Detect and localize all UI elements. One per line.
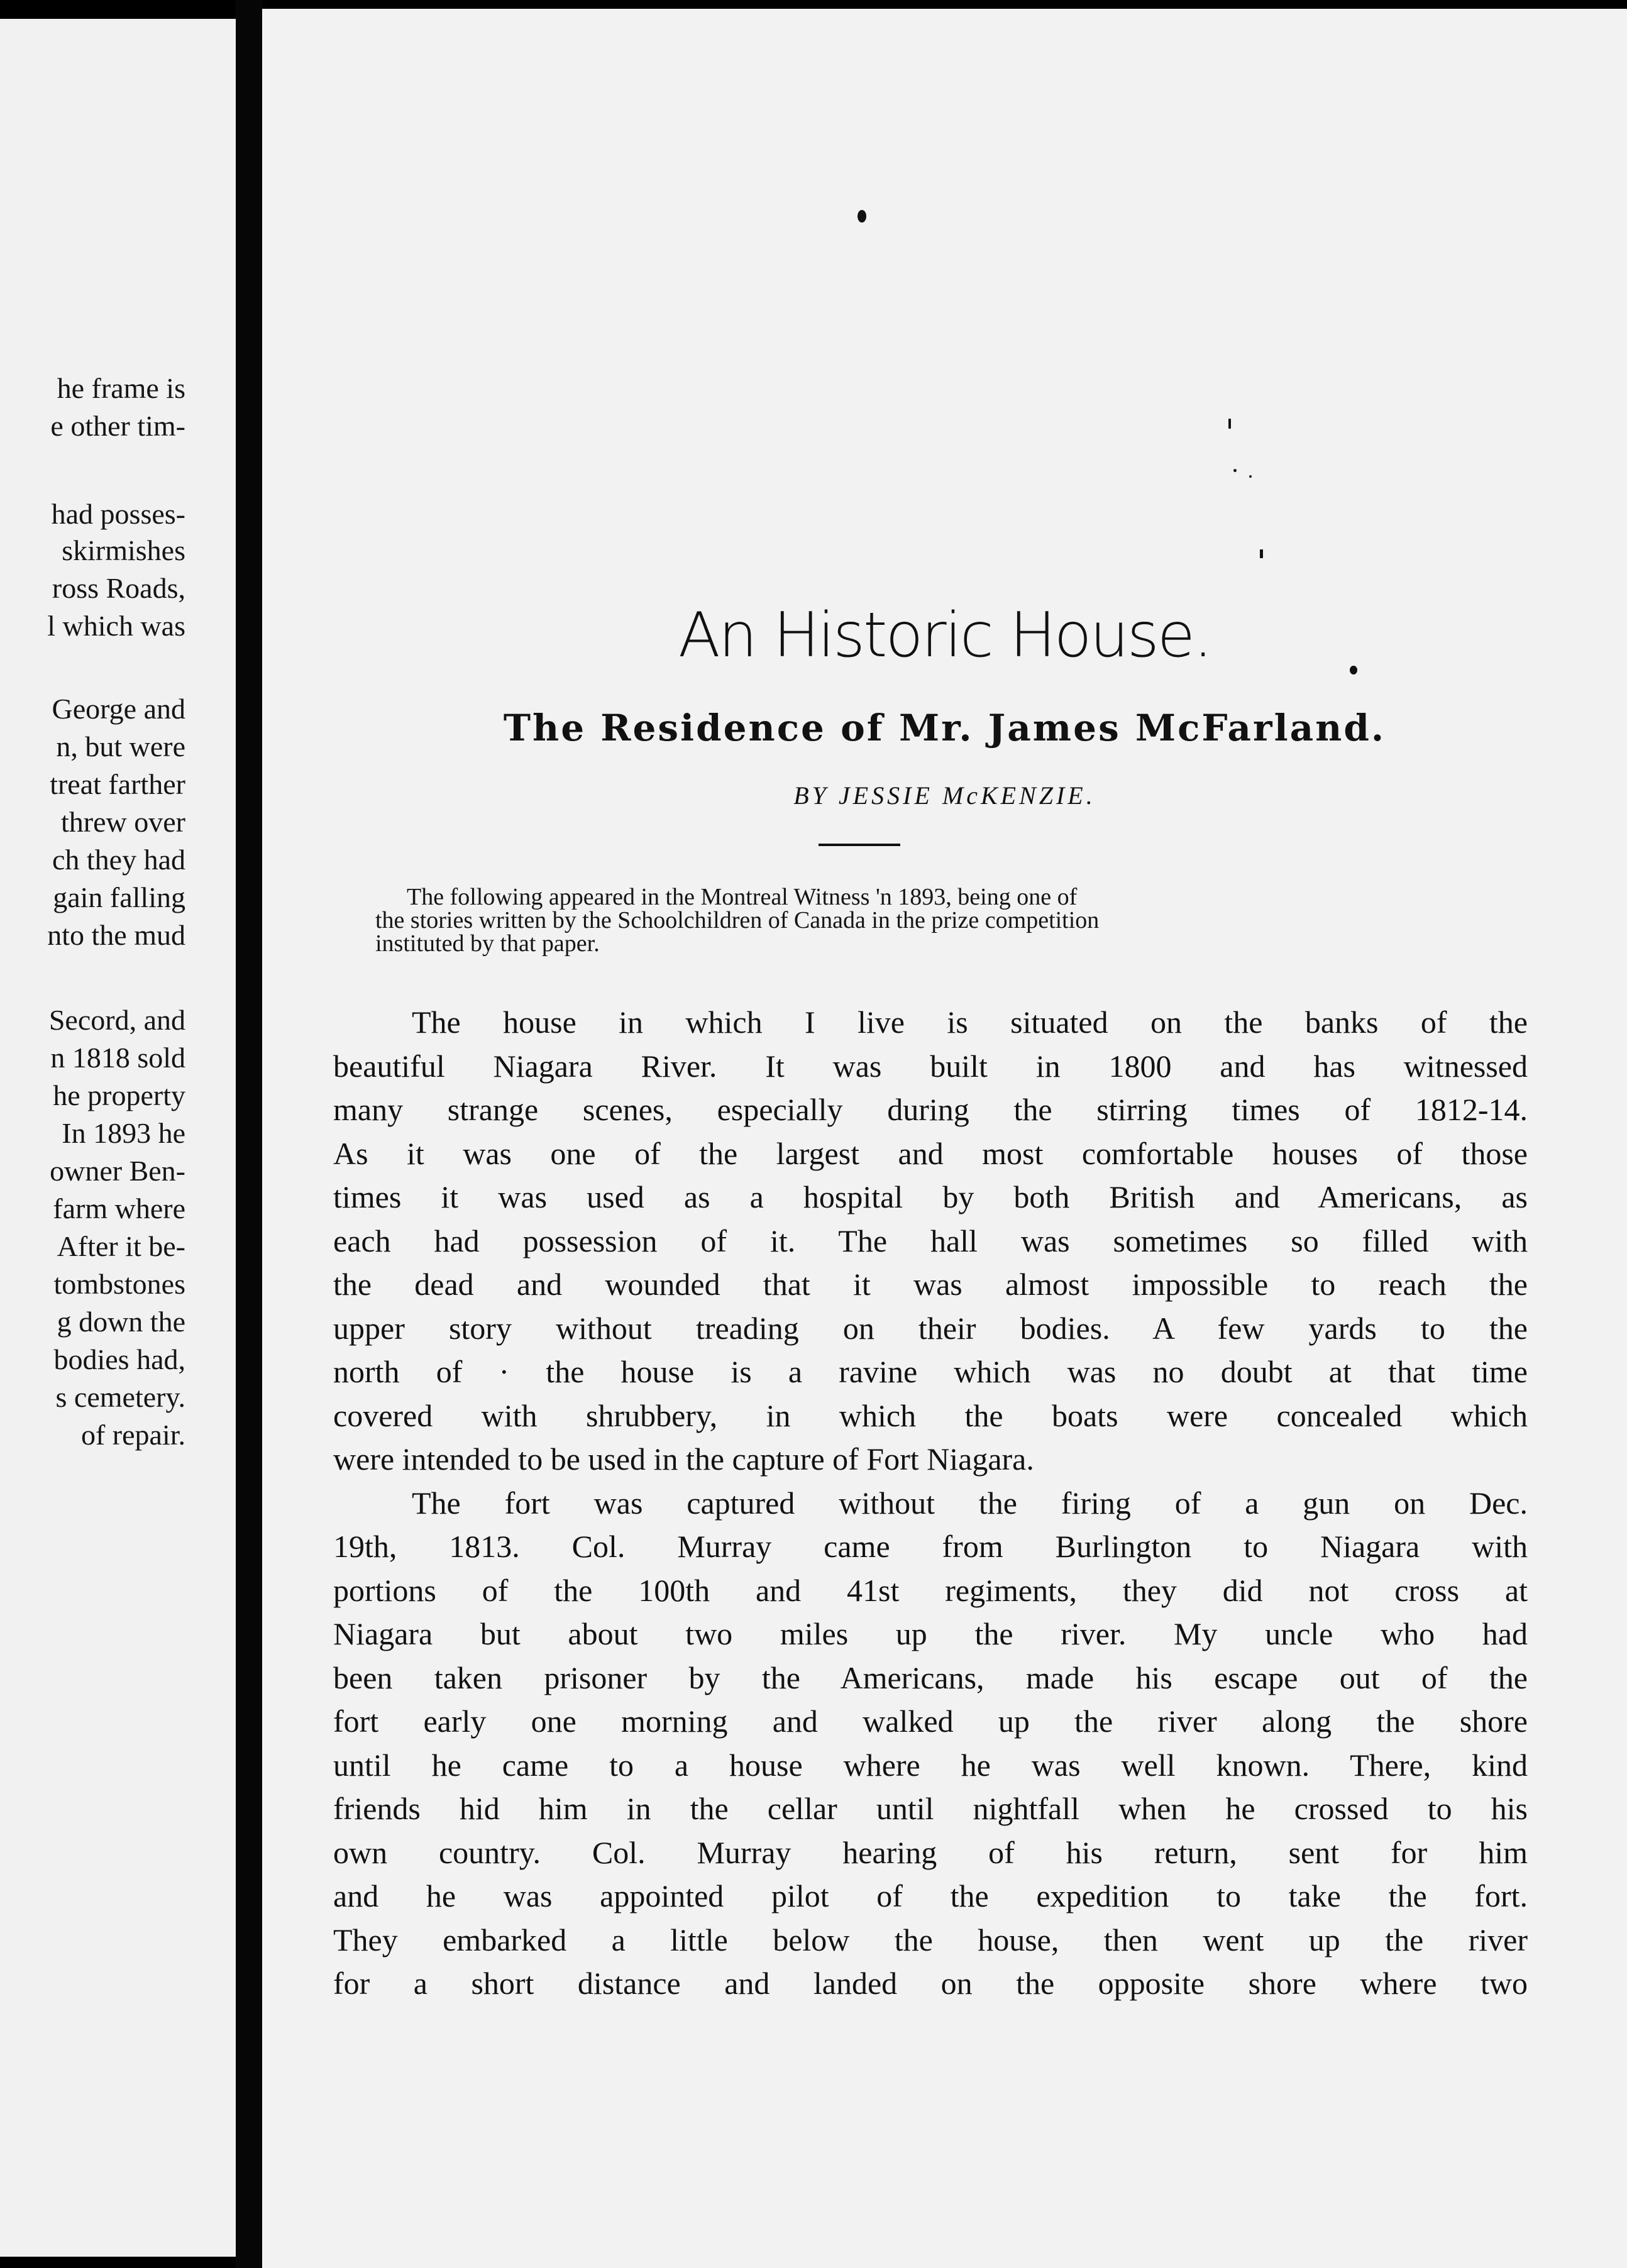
previous-page-line: l which was — [47, 610, 185, 642]
body-line: beautiful Niagara River. It was built in 1800 and has witnessed — [333, 1048, 1528, 1084]
note-line: The following appeared in the Montreal Witness 'n 1893, being one of — [407, 884, 1078, 910]
body-line: and he was appointed pilot of the expedition to take the fort. — [333, 1878, 1528, 1913]
previous-page-line: Secord, and — [48, 1004, 185, 1036]
page-gutter — [236, 0, 262, 2268]
previous-page-line: tombstones — [53, 1268, 185, 1300]
body-line: The fort was captured without the firing of a gun on Dec. — [412, 1485, 1528, 1521]
article-subtitle: The Residence of Mr. James McFarland. — [503, 707, 1386, 749]
body-line: friends hid him in the cellar until nightfall when he crossed to his — [333, 1791, 1528, 1826]
note-line: the stories written by the Schoolchildren of Canada in the prize competition — [375, 907, 1100, 933]
body-line: were intended to be used in the capture of Fort Niagara. — [333, 1441, 1034, 1477]
body-line: portions of the 100th and 41st regiments, they did not cross at — [333, 1572, 1528, 1608]
previous-page-line: he property — [53, 1079, 185, 1111]
ink-speck — [1228, 419, 1231, 429]
previous-page-line: George and — [52, 693, 185, 725]
body-line: each had possession of it. The hall was sometimes so filled with — [333, 1223, 1528, 1258]
previous-page-line: nto the mud — [47, 919, 185, 951]
previous-page-line: skirmishes — [62, 534, 185, 566]
body-line: As it was one of the largest and most comfortable houses of those — [333, 1135, 1528, 1171]
body-line: They embarked a little below the house, then went up the river — [333, 1922, 1528, 1957]
article-body — [333, 1001, 1528, 2006]
body-line: been taken prisoner by the Americans, made his escape out of the — [333, 1660, 1528, 1695]
current-page — [262, 9, 1627, 2268]
body-line: for a short distance and landed on the opposite shore where two — [333, 1966, 1528, 2001]
previous-page-line: had posses- — [51, 498, 185, 530]
body-line: fort early one morning and walked up the river along the shore — [333, 1704, 1528, 1739]
ink-speck — [1233, 469, 1237, 472]
previous-page-line: s cemetery. — [55, 1381, 185, 1413]
previous-page-line: After it be- — [57, 1230, 185, 1262]
article-byline: BY JESSIE McKENZIE. — [793, 781, 1096, 810]
previous-page-line: gain falling — [53, 881, 185, 913]
body-line: times it was used as a hospital by both British and Americans, as — [333, 1179, 1528, 1214]
previous-page — [0, 19, 236, 2257]
previous-page-line: n 1818 sold — [50, 1042, 185, 1074]
body-line: 19th, 1813. Col. Murray came from Burlington to Niagara with — [333, 1529, 1528, 1564]
previous-page-line: e other tim- — [50, 410, 185, 442]
body-line: The house in which I live is situated on the banks of the — [412, 1005, 1528, 1040]
article-title: An Historic House. — [678, 600, 1211, 671]
previous-page-line: owner Ben- — [50, 1155, 185, 1187]
previous-page-line: treat farther — [50, 768, 185, 800]
ink-speck — [1260, 549, 1263, 558]
ink-speck — [858, 210, 866, 223]
body-line: covered with shrubbery, in which the boats were concealed which — [333, 1397, 1528, 1433]
previous-page-line: In 1893 he — [62, 1117, 185, 1149]
previous-page-line: g down the — [57, 1306, 185, 1338]
body-line: Niagara but about two miles up the river. My uncle who had — [333, 1616, 1528, 1651]
body-line: until he came to a house where he was well known. There, kind — [333, 1747, 1528, 1783]
body-line: own country. Col. Murray hearing of his return, sent for him — [333, 1834, 1528, 1870]
previous-page-line: of repair. — [80, 1419, 185, 1451]
previous-page-line: n, but were — [56, 730, 185, 762]
title-divider — [819, 844, 900, 846]
body-line: many strange scenes, especially during the stirring times of 1812-14. — [333, 1092, 1528, 1127]
body-line: upper story without treading on their bodies. A few yards to the — [333, 1310, 1528, 1346]
body-line: the dead and wounded that it was almost impossible to reach the — [333, 1267, 1528, 1302]
previous-page-line: ross Roads, — [52, 572, 185, 604]
previous-page-line: he frame is — [57, 372, 185, 404]
previous-page-line: farm where — [53, 1192, 185, 1225]
previous-page-line: ch they had — [52, 844, 185, 876]
previous-page-line: bodies had, — [53, 1343, 185, 1375]
ink-speck — [1249, 475, 1252, 478]
previous-page-line: threw over — [61, 806, 185, 838]
note-line: instituted by that paper. — [375, 930, 600, 957]
body-line: north of · the house is a ravine which was no doubt at that time — [333, 1354, 1528, 1389]
editorial-note — [375, 886, 1507, 955]
